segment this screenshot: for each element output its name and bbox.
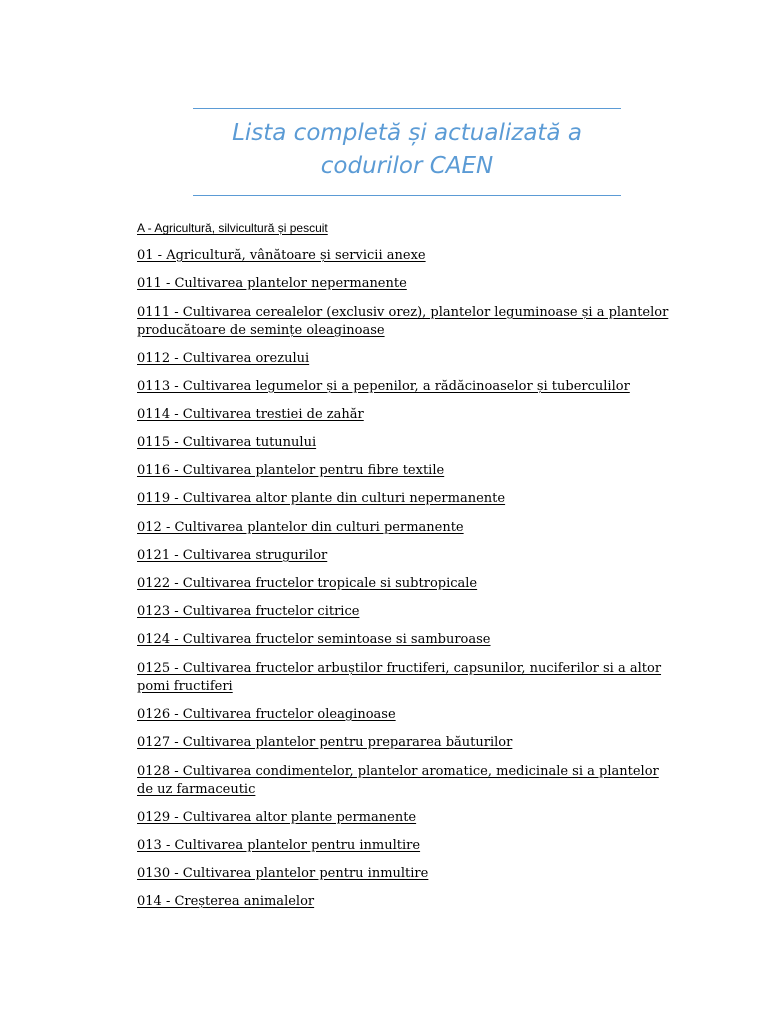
list-item[interactable]: 0130 - Cultivarea plantelor pentru inmultire	[137, 866, 429, 881]
list-item[interactable]: 01 - Agricultură, vânătoare și servicii anexe	[137, 248, 426, 263]
list-item[interactable]: 0113 - Cultivarea legumelor și a pepenilor, a rădăcinoaselor și tuberculilor	[137, 379, 630, 394]
document-title	[193, 117, 621, 183]
list-item[interactable]: 011 - Cultivarea plantelor nepermanente	[137, 276, 407, 291]
list-item[interactable]: 0126 - Cultivarea fructelor oleaginoase	[137, 707, 396, 722]
list-item[interactable]: 014 - Creșterea animalelor	[137, 894, 315, 909]
section-heading[interactable]: A - Agricultură, silvicultură și pescuit	[137, 221, 328, 235]
list-item[interactable]: 0116 - Cultivarea plantelor pentru fibre textile	[137, 463, 445, 478]
list-item[interactable]: 0111 - Cultivarea cerealelor (exclusiv orez), plantelor leguminoase și a plantelor producătoare de semințe oleaginoase	[137, 305, 669, 338]
title-top-rule	[193, 108, 621, 109]
list-item[interactable]: 0119 - Cultivarea altor plante din culturi nepermanente	[137, 491, 506, 506]
list-item[interactable]: 0114 - Cultivarea trestiei de zahăr	[137, 407, 364, 422]
list-item[interactable]: 012 - Cultivarea plantelor din culturi permanente	[137, 520, 464, 535]
list-item[interactable]: 013 - Cultivarea plantelor pentru inmultire	[137, 838, 421, 853]
list-item[interactable]: 0115 - Cultivarea tutunului	[137, 435, 317, 450]
list-item[interactable]: 0125 - Cultivarea fructelor arbuștilor fructiferi, capsunilor, nuciferilor si a altor pomi fructiferi	[137, 661, 662, 694]
title-bottom-rule	[193, 195, 621, 196]
list-item[interactable]: 0122 - Cultivarea fructelor tropicale si subtropicale	[137, 576, 478, 591]
list-item[interactable]: 0128 - Cultivarea condimentelor, plantelor aromatice, medicinale si a plantelor de uz farmaceutic	[137, 764, 659, 797]
list-item[interactable]: 0124 - Cultivarea fructelor semintoase si samburoase	[137, 632, 491, 647]
list-item[interactable]: 0112 - Cultivarea orezului	[137, 351, 310, 366]
list-item[interactable]: 0129 - Cultivarea altor plante permanente	[137, 810, 417, 825]
list-item[interactable]: 0121 - Cultivarea strugurilor	[137, 548, 328, 563]
list-item[interactable]: 0127 - Cultivarea plantelor pentru prepararea băuturilor	[137, 735, 513, 750]
title-line-1: Lista completă și actualizată a	[232, 120, 582, 146]
title-line-2: codurilor CAEN	[320, 153, 494, 179]
list-item[interactable]: 0123 - Cultivarea fructelor citrice	[137, 604, 360, 619]
